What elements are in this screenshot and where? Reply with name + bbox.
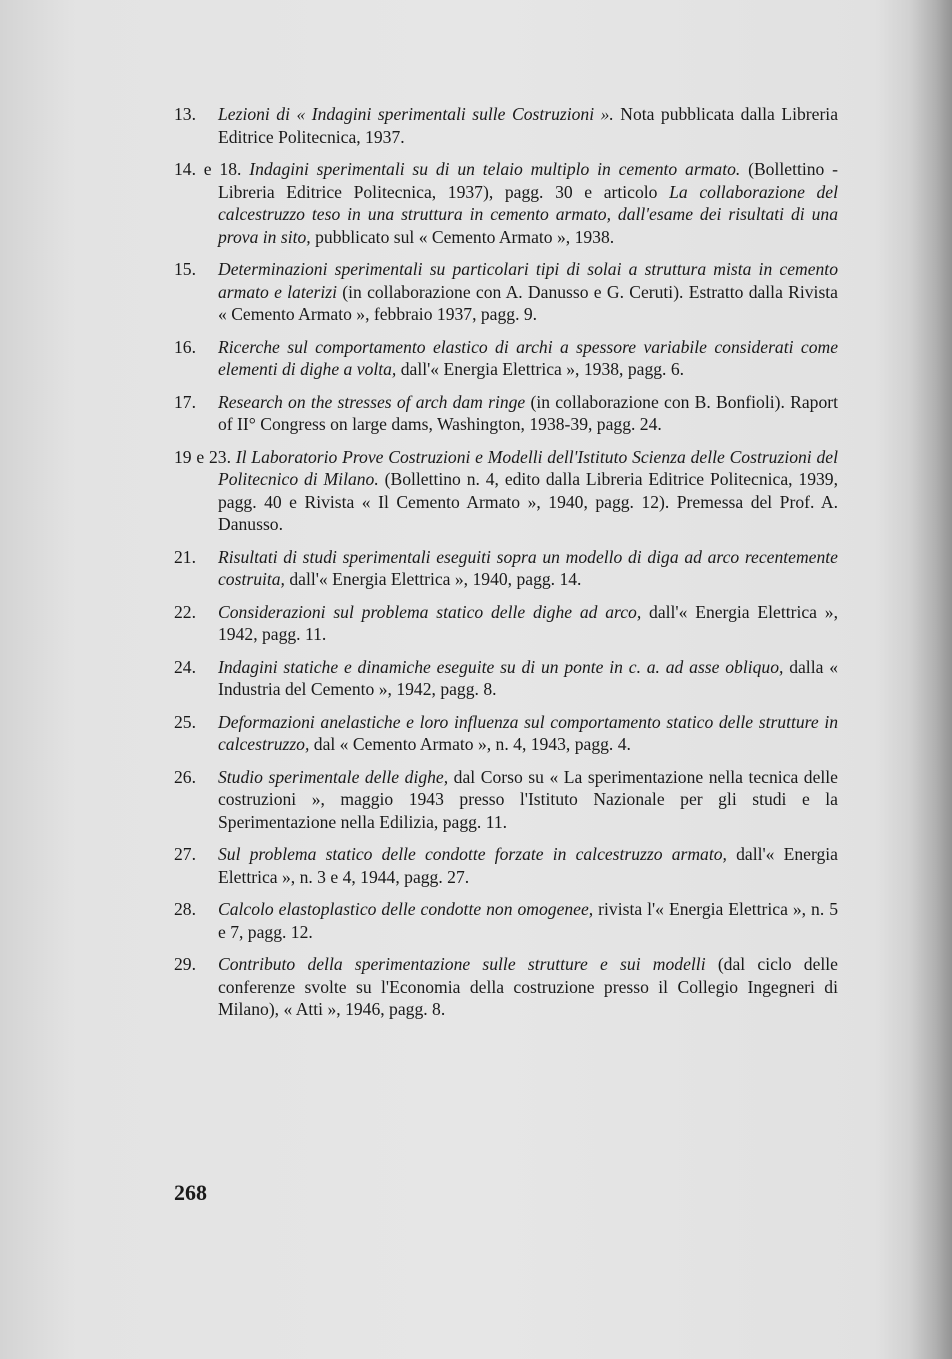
entry-number: 25. [174, 711, 196, 732]
list-item [174, 766, 838, 834]
entry-title: Indagini statiche e dinamiche eseguite su di un ponte in c. a. ad asse obliquo, [218, 656, 784, 677]
list-item [174, 656, 838, 701]
entry-title: Deformazioni anelastiche e loro influenza sul comportamento statico delle strutture in calcestruzzo, [218, 711, 838, 754]
entry-number: 17. [174, 391, 196, 412]
page-number: 268 [174, 1180, 207, 1205]
entry-title: Ricerche sul comportamento elastico di archi a spessore variabile considerati come elementi di dighe a volta, [218, 336, 838, 379]
list-item [174, 601, 838, 646]
entry-details: (Bollettino - Libreria Editrice Politecnica, 1937), pagg. 30 e articolo [218, 159, 838, 202]
entry-number: 22. [174, 601, 196, 622]
list-item [174, 158, 838, 248]
list-item [174, 953, 838, 1021]
entry-number: 27. [174, 844, 196, 864]
list-item [174, 446, 838, 536]
list-item [174, 103, 838, 148]
list-item [174, 843, 838, 888]
list-item [174, 546, 838, 591]
entry-details: (in collaborazione con B. Bonfioli). Raport of II° Congress on large dams, Washington, 1938-39, pagg. 24. [218, 391, 838, 434]
entry-title: Lezioni di « Indagini sperimentali sulle Costruzioni ». [218, 104, 614, 124]
entry-details: (dal ciclo delle conferenze svolte su l'Economia della costruzione presso il Collegio Ingegneri di Milano), « Atti », 1946, pagg. 8. [218, 954, 838, 1019]
list-item [174, 898, 838, 943]
entry-details: (Bollettino n. 4, edito dalla Libreria Editrice Politecnica, 1939, pagg. 40 e Rivista « Il Cemento Armato », 1940, pagg. 12). Premessa del Prof. A. Danusso. [218, 469, 838, 534]
entry-number: 14. e 18. [174, 159, 242, 179]
entry-title-secondary: La collaborazione del calcestruzzo teso in una struttura in cemento armato, dall'esame dei risultati di una prova in sito, [218, 181, 838, 247]
entry-title: Sul problema statico delle condotte forzate in calcestruzzo armato, [218, 844, 727, 864]
bibliography-list [174, 103, 838, 1031]
entry-details-secondary: pubblicato sul « Cemento Armato », 1938. [310, 226, 615, 247]
entry-details: Nota pubblicata dalla Libreria Editrice Politecnica, 1937. [218, 104, 838, 147]
entry-number: 29. [174, 954, 196, 974]
entry-number: 15. [174, 259, 196, 279]
list-item [174, 336, 838, 381]
entry-details: (in collaborazione con A. Danusso e G. Ceruti). Estratto dalla Rivista « Cemento Armato », febbraio 1937, pagg. 9. [218, 281, 838, 324]
entry-title: Contributo della sperimentazione sulle strutture e sui modelli [218, 954, 706, 974]
entry-number: 24. [174, 656, 196, 677]
entry-number: 26. [174, 766, 196, 787]
list-item [174, 258, 838, 326]
list-item [174, 391, 838, 436]
entry-details: dal « Cemento Armato », n. 4, 1943, pagg. 4. [309, 734, 631, 754]
entry-details: dall'« Energia Elettrica », n. 3 e 4, 1944, pagg. 27. [218, 844, 838, 887]
entry-title: Determinazioni sperimentali su particolari tipi di solai a struttura mista in cemento armato e laterizi [218, 259, 838, 302]
entry-details: dall'« Energia Elettrica », 1940, pagg. 14. [284, 569, 582, 589]
entry-number: 21. [174, 546, 196, 567]
entry-number: 19 e 23. [174, 446, 231, 467]
entry-title: Indagini sperimentali su di un telaio multiplo in cemento armato. [249, 159, 741, 179]
entry-title: Considerazioni sul problema statico delle dighe ad arco, [218, 601, 642, 622]
entry-details: dall'« Energia Elettrica », 1938, pagg. 6. [396, 359, 685, 379]
entry-details: dal Corso su « La sperimentazione nella tecnica delle costruzioni », maggio 1943 presso l'Istituto Nazionale per gli studi e la Sperimentazione nella Edilizia, pagg. 11. [218, 766, 838, 832]
entry-title: Il Laboratorio Prove Costruzioni e Modelli dell'Istituto Scienza delle Costruzioni del Politecnico di Milano. [218, 446, 838, 489]
entry-title: Calcolo elastoplastico delle condotte non omogenee, [218, 899, 594, 919]
entry-details: dall'« Energia Elettrica », 1942, pagg. 11. [218, 601, 838, 644]
entry-number: 28. [174, 899, 196, 919]
entry-title: Studio sperimentale delle dighe, [218, 766, 449, 787]
entry-number: 16. [174, 336, 196, 357]
entry-title: Risultati di studi sperimentali eseguiti sopra un modello di diga ad arco recentemente costruita, [218, 546, 838, 589]
entry-details: dalla « Industria del Cemento », 1942, pagg. 8. [218, 656, 838, 699]
list-item [174, 711, 838, 756]
entry-title: Research on the stresses of arch dam ringe [218, 391, 526, 412]
entry-details: rivista l'« Energia Elettrica », n. 5 e 7, pagg. 12. [218, 899, 839, 942]
entry-number: 13. [174, 104, 196, 124]
